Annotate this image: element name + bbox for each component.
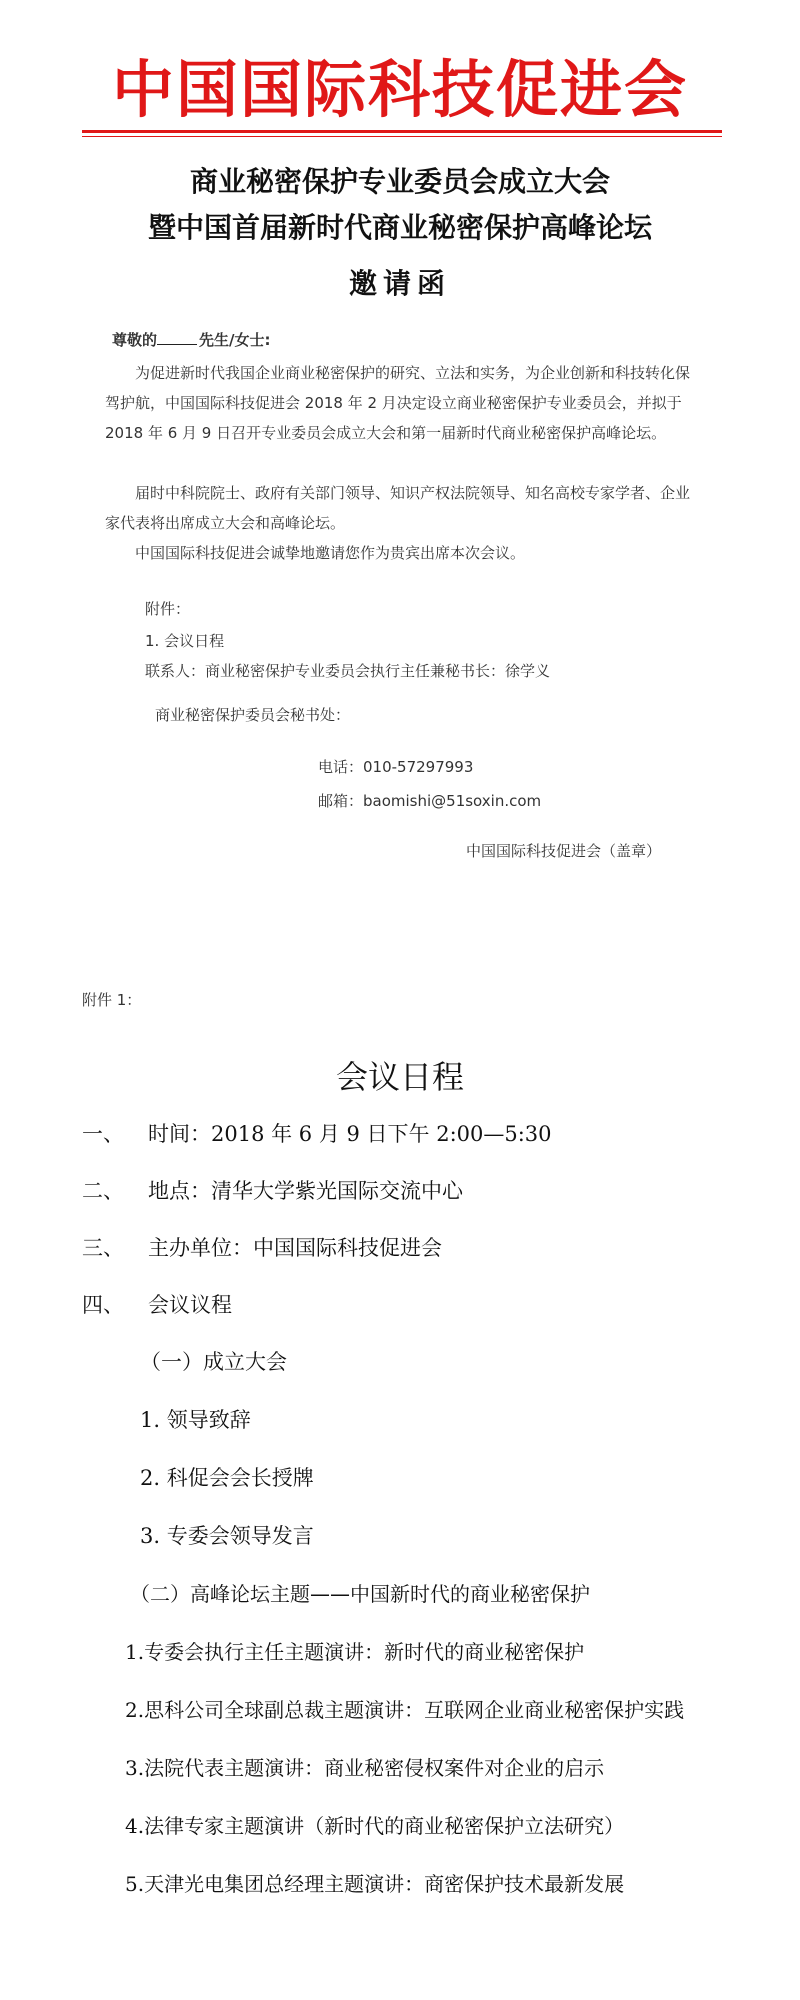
- agenda-number: 二、: [82, 1179, 124, 1203]
- part2-item: 5.天津光电集团总经理主题演讲：商密保护技术最新发展: [125, 1872, 625, 1896]
- schedule-title: 会议日程: [335, 1058, 464, 1096]
- agenda-label: 主办单位：: [148, 1236, 253, 1260]
- agenda-item: [82, 1232, 442, 1262]
- headline-line2: 暨中国首届新时代商业秘密保护高峰论坛: [147, 211, 652, 244]
- salutation-prefix: 尊敬的: [112, 331, 158, 349]
- header-divider-thin: [82, 136, 722, 137]
- agenda-item: [82, 1118, 552, 1148]
- name-blank: [157, 330, 197, 345]
- signature-seal: 中国国际科技促进会（盖章）: [466, 842, 662, 860]
- part1-title: （一）成立大会: [140, 1350, 287, 1374]
- part1-item: 1. 领导致辞: [140, 1408, 251, 1432]
- part2-item: 1.专委会执行主任主题演讲：新时代的商业秘密保护: [125, 1640, 585, 1664]
- agenda-item: [82, 1289, 232, 1319]
- part1-item: 3. 专委会领导发言: [140, 1524, 314, 1548]
- agenda-item: [82, 1175, 463, 1205]
- header-divider: [82, 130, 722, 133]
- agenda-number: 一、: [82, 1122, 124, 1146]
- attachment-item: 1. 会议日程: [145, 632, 225, 650]
- doc-type-title: 邀请函: [348, 267, 451, 300]
- part2-item: 3.法院代表主题演讲：商业秘密侵权案件对企业的启示: [125, 1756, 605, 1780]
- paragraph-invitation: 中国国际科技促进会诚挚地邀请您作为贵宾出席本次会议。: [135, 544, 526, 562]
- paragraph-attendees: 届时中科院院士、政府有关部门领导、知识产权法院领导、知名高校专家学者、企业家代表将出席成立大会和高峰论坛。: [105, 484, 691, 532]
- salutation-suffix: 先生/女士:: [199, 331, 271, 349]
- part2-item: 4.法律专家主题演讲（新时代的商业秘密保护立法研究）: [125, 1814, 625, 1838]
- agenda-value: 中国国际科技促进会: [253, 1236, 442, 1260]
- attachment-label: 附件：: [145, 600, 191, 618]
- email-address: 邮箱：baomishi@51soxin.com: [318, 792, 542, 810]
- agenda-label: 会议议程: [148, 1293, 232, 1317]
- attachment-title: 附件 1：: [82, 991, 142, 1009]
- agenda-value: 清华大学紫光国际交流中心: [211, 1179, 463, 1203]
- paragraph-purpose: 为促进新时代我国企业商业秘密保护的研究、立法和实务，为企业创新和科技转化保驾护航，中国国际科技促进会 2018 年 2 月决定设立商业秘密保护专业委员会，并拟于 2018 年 6 月 9 日召开专业委员会成立大会和第一届新时代商业秘密保护高峰论坛。: [105, 364, 691, 442]
- agenda-label: 时间：: [148, 1122, 211, 1146]
- agenda-value: 2018 年 6 月 9 日下午 2:00—5:30: [211, 1122, 552, 1146]
- agenda-number: 三、: [82, 1236, 124, 1260]
- secretariat-label: 商业秘密保护委员会秘书处：: [155, 706, 351, 724]
- headline-line1: 商业秘密保护专业委员会成立大会: [189, 165, 610, 198]
- salutation: [112, 325, 271, 355]
- agenda-number: 四、: [82, 1293, 124, 1317]
- phone-number: 电话：010-57297993: [318, 758, 474, 776]
- contact-person: 联系人：商业秘密保护专业委员会执行主任兼秘书长：徐学义: [145, 662, 551, 680]
- org-title: 中国国际科技促进会: [111, 53, 688, 126]
- agenda-label: 地点：: [148, 1179, 211, 1203]
- part2-item: 2.思科公司全球副总裁主题演讲：互联网企业商业秘密保护实践: [125, 1698, 685, 1722]
- part2-title: （二）高峰论坛主题——中国新时代的商业秘密保护: [130, 1582, 590, 1606]
- part1-item: 2. 科促会会长授牌: [140, 1466, 314, 1490]
